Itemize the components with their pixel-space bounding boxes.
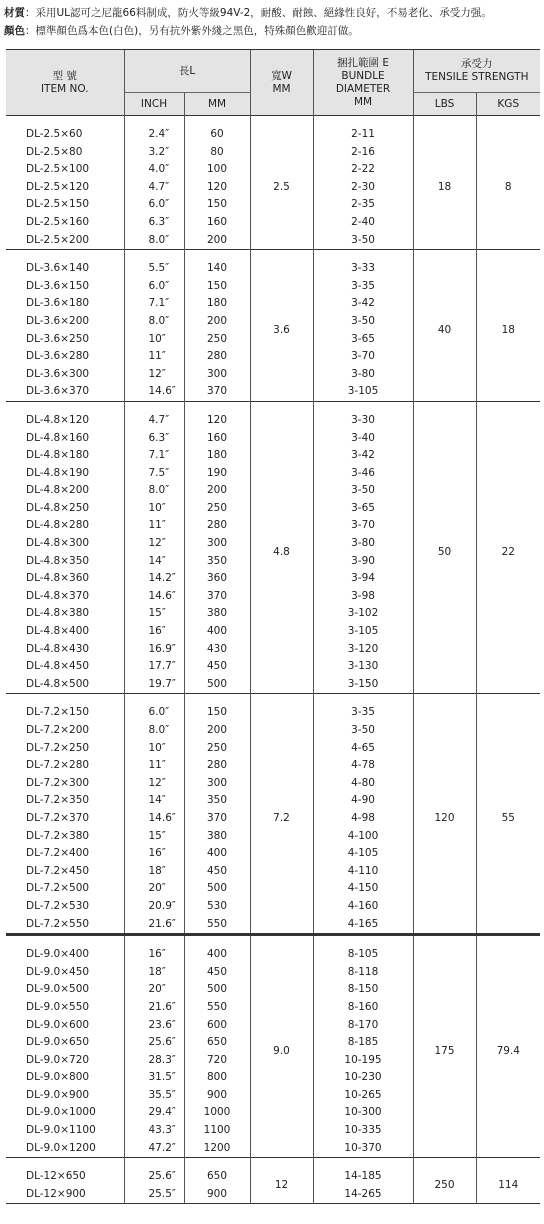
length-inch-cell: 11″ xyxy=(124,348,184,366)
length-mm-cell: 370 xyxy=(184,588,250,606)
length-mm-cell: 530 xyxy=(184,898,250,916)
length-mm-cell: 280 xyxy=(184,757,250,775)
group-separator xyxy=(6,1158,540,1169)
group-separator xyxy=(6,250,540,261)
length-inch-cell: 10″ xyxy=(124,740,184,758)
bundle-diameter-cell: 3-98 xyxy=(313,588,413,606)
bundle-diameter-cell: 3-105 xyxy=(313,623,413,641)
length-mm-cell: 180 xyxy=(184,295,250,313)
table-row xyxy=(6,704,540,722)
length-inch-cell: 16.9″ xyxy=(124,641,184,659)
bundle-diameter-cell: 3-130 xyxy=(313,658,413,676)
group-separator xyxy=(6,116,540,127)
bundle-diameter-cell: 4-98 xyxy=(313,810,413,828)
length-mm-cell: 370 xyxy=(184,810,250,828)
length-mm-cell: 200 xyxy=(184,482,250,500)
length-inch-cell: 25.6″ xyxy=(124,1034,184,1052)
item-no-cell: DL-7.2×380 xyxy=(26,829,90,842)
bundle-diameter-cell: 3-35 xyxy=(313,704,413,722)
item-no-cell: DL-4.8×160 xyxy=(26,431,90,444)
length-inch-cell: 7.5″ xyxy=(124,465,184,483)
length-inch-cell: 20.9″ xyxy=(124,898,184,916)
item-no-cell: DL-2.5×120 xyxy=(26,180,90,193)
length-mm-cell: 80 xyxy=(184,144,250,162)
length-mm-cell: 370 xyxy=(184,383,250,401)
bundle-diameter-cell: 2-22 xyxy=(313,161,413,179)
item-no-cell: DL-4.8×430 xyxy=(26,642,90,655)
width-cell: 3.6 xyxy=(250,260,313,401)
item-no-cell: DL-3.6×250 xyxy=(26,332,90,345)
length-mm-cell: 430 xyxy=(184,641,250,659)
item-no-cell: DL-9.0×1000 xyxy=(26,1106,96,1119)
header-length: 長L xyxy=(124,50,250,93)
intro-notes xyxy=(4,4,540,40)
item-no-cell: DL-9.0×650 xyxy=(26,1036,90,1049)
length-mm-cell: 550 xyxy=(184,916,250,935)
bundle-diameter-cell: 3-50 xyxy=(313,722,413,740)
length-inch-cell: 11″ xyxy=(124,517,184,535)
table-header xyxy=(6,50,540,116)
length-mm-cell: 380 xyxy=(184,828,250,846)
length-inch-cell: 4.7″ xyxy=(124,179,184,197)
length-mm-cell: 1200 xyxy=(184,1140,250,1158)
bundle-diameter-cell: 4-78 xyxy=(313,757,413,775)
tensile-lbs-cell: 18 xyxy=(413,126,476,250)
item-no-cell: DL-4.8×300 xyxy=(26,537,90,550)
length-inch-cell: 15″ xyxy=(124,828,184,846)
bundle-diameter-cell: 3-94 xyxy=(313,570,413,588)
item-no-cell: DL-3.6×280 xyxy=(26,350,90,363)
length-mm-cell: 360 xyxy=(184,570,250,588)
bundle-diameter-cell: 3-120 xyxy=(313,641,413,659)
length-mm-cell: 160 xyxy=(184,430,250,448)
tensile-kgs-cell: 55 xyxy=(476,704,540,934)
bundle-diameter-cell: 3-46 xyxy=(313,465,413,483)
length-mm-cell: 650 xyxy=(184,1168,250,1186)
bundle-diameter-cell: 8-170 xyxy=(313,1017,413,1035)
length-inch-cell: 8.0″ xyxy=(124,722,184,740)
item-no-cell: DL-9.0×1200 xyxy=(26,1141,96,1154)
bundle-diameter-cell: 4-90 xyxy=(313,792,413,810)
item-no-cell: DL-9.0×900 xyxy=(26,1088,90,1101)
item-no-cell: DL-3.6×180 xyxy=(26,297,90,310)
item-no-cell: DL-4.8×280 xyxy=(26,519,90,532)
group-separator xyxy=(6,694,540,705)
bundle-diameter-cell: 2-11 xyxy=(313,126,413,144)
bundle-diameter-cell: 3-80 xyxy=(313,535,413,553)
item-no-cell: DL-7.2×550 xyxy=(26,917,90,930)
length-mm-cell: 400 xyxy=(184,623,250,641)
item-no-cell: DL-3.6×370 xyxy=(26,385,90,398)
item-no-cell: DL-4.8×250 xyxy=(26,501,90,514)
bundle-diameter-cell: 8-105 xyxy=(313,946,413,964)
length-mm-cell: 650 xyxy=(184,1034,250,1052)
table-body xyxy=(6,116,540,1207)
length-inch-cell: 14.6″ xyxy=(124,588,184,606)
table-row xyxy=(6,412,540,430)
bundle-diameter-cell: 3-42 xyxy=(313,295,413,313)
length-inch-cell: 12″ xyxy=(124,775,184,793)
bundle-diameter-cell: 4-165 xyxy=(313,916,413,935)
length-inch-cell: 21.6″ xyxy=(124,916,184,935)
item-no-cell: DL-4.8×120 xyxy=(26,413,90,426)
item-no-cell: DL-7.2×350 xyxy=(26,794,90,807)
length-inch-cell: 20″ xyxy=(124,981,184,999)
bundle-diameter-cell: 8-118 xyxy=(313,964,413,982)
item-no-cell: DL-2.5×80 xyxy=(26,145,83,158)
length-inch-cell: 12″ xyxy=(124,535,184,553)
length-inch-cell: 18″ xyxy=(124,863,184,881)
item-no-cell: DL-2.5×160 xyxy=(26,215,90,228)
group-separator xyxy=(6,935,540,947)
length-inch-cell: 28.3″ xyxy=(124,1052,184,1070)
length-inch-cell: 8.0″ xyxy=(124,313,184,331)
bundle-diameter-cell: 3-150 xyxy=(313,676,413,694)
header-bundle-mm: MM xyxy=(353,95,373,108)
length-mm-cell: 280 xyxy=(184,517,250,535)
length-inch-cell: 6.0″ xyxy=(124,278,184,296)
item-no-cell: DL-7.2×200 xyxy=(26,724,90,736)
item-no-cell: DL-7.2×530 xyxy=(26,899,90,912)
tensile-kgs-cell: 114 xyxy=(476,1168,540,1204)
header-tensile xyxy=(413,50,540,93)
bundle-diameter-cell: 8-160 xyxy=(313,999,413,1017)
item-no-cell: DL-4.8×180 xyxy=(26,449,90,462)
length-inch-cell: 16″ xyxy=(124,845,184,863)
item-no-cell: DL-4.8×200 xyxy=(26,484,90,497)
bundle-diameter-cell: 10-335 xyxy=(313,1122,413,1140)
length-inch-cell: 31.5″ xyxy=(124,1069,184,1087)
tensile-lbs-cell: 50 xyxy=(413,412,476,694)
length-mm-cell: 1100 xyxy=(184,1122,250,1140)
item-no-cell: DL-3.6×140 xyxy=(26,262,90,275)
header-width xyxy=(250,50,313,116)
header-bundle-en2: DIAMETER xyxy=(335,82,391,95)
length-mm-cell: 250 xyxy=(184,740,250,758)
bundle-diameter-cell: 4-150 xyxy=(313,880,413,898)
length-inch-cell: 4.7″ xyxy=(124,412,184,430)
length-mm-cell: 180 xyxy=(184,447,250,465)
item-no-cell: DL-4.8×450 xyxy=(26,660,90,673)
item-no-cell: DL-4.8×350 xyxy=(26,554,90,567)
item-no-cell: DL-9.0×720 xyxy=(26,1053,90,1066)
length-inch-cell: 12″ xyxy=(124,366,184,384)
item-no-cell: DL-4.8×370 xyxy=(26,589,90,602)
item-no-cell: DL-7.2×370 xyxy=(26,811,90,824)
table-row xyxy=(6,126,540,144)
item-no-cell: DL-2.5×150 xyxy=(26,198,90,211)
length-inch-cell: 14.6″ xyxy=(124,810,184,828)
header-tensile-cn: 承受力 xyxy=(461,58,493,70)
bundle-diameter-cell: 3-80 xyxy=(313,366,413,384)
bundle-diameter-cell: 10-370 xyxy=(313,1140,413,1158)
item-no-cell: DL-7.2×450 xyxy=(26,864,90,877)
item-no-cell: DL-9.0×600 xyxy=(26,1018,90,1031)
bundle-diameter-cell: 3-35 xyxy=(313,278,413,296)
header-width-cn: 寬W xyxy=(271,69,292,82)
length-inch-cell: 25.5″ xyxy=(124,1186,184,1204)
table-row xyxy=(6,1168,540,1186)
item-no-cell: DL-2.5×100 xyxy=(26,163,90,176)
item-no-cell: DL-9.0×400 xyxy=(26,948,90,961)
table-bottom-rule xyxy=(6,1204,540,1207)
bundle-diameter-cell: 14-265 xyxy=(313,1186,413,1204)
bundle-diameter-cell: 4-100 xyxy=(313,828,413,846)
length-mm-cell: 150 xyxy=(184,278,250,296)
length-inch-cell: 21.6″ xyxy=(124,999,184,1017)
group-separator xyxy=(6,401,540,412)
length-mm-cell: 120 xyxy=(184,412,250,430)
length-inch-cell: 8.0″ xyxy=(124,232,184,250)
length-mm-cell: 380 xyxy=(184,605,250,623)
length-inch-cell: 20″ xyxy=(124,880,184,898)
length-inch-cell: 17.7″ xyxy=(124,658,184,676)
length-mm-cell: 120 xyxy=(184,179,250,197)
length-mm-cell: 500 xyxy=(184,676,250,694)
item-no-cell: DL-7.2×150 xyxy=(26,706,90,719)
table-row xyxy=(6,260,540,278)
length-inch-cell: 15″ xyxy=(124,605,184,623)
bundle-diameter-cell: 14-185 xyxy=(313,1168,413,1186)
bundle-diameter-cell: 4-110 xyxy=(313,863,413,881)
length-mm-cell: 150 xyxy=(184,196,250,214)
length-mm-cell: 450 xyxy=(184,863,250,881)
item-no-cell: DL-2.5×200 xyxy=(26,233,90,246)
length-inch-cell: 14.6″ xyxy=(124,383,184,401)
length-inch-cell: 8.0″ xyxy=(124,482,184,500)
bundle-diameter-cell: 4-80 xyxy=(313,775,413,793)
length-mm-cell: 300 xyxy=(184,535,250,553)
length-mm-cell: 450 xyxy=(184,964,250,982)
length-mm-cell: 200 xyxy=(184,313,250,331)
length-inch-cell: 16″ xyxy=(124,946,184,964)
bundle-diameter-cell: 4-65 xyxy=(313,740,413,758)
bundle-diameter-cell: 8-185 xyxy=(313,1034,413,1052)
length-inch-cell: 43.3″ xyxy=(124,1122,184,1140)
header-inch: INCH xyxy=(124,93,184,116)
bundle-diameter-cell: 10-230 xyxy=(313,1069,413,1087)
tensile-kgs-cell: 18 xyxy=(476,260,540,401)
bundle-diameter-cell: 3-105 xyxy=(313,383,413,401)
length-inch-cell: 35.5″ xyxy=(124,1087,184,1105)
tensile-lbs-cell: 120 xyxy=(413,704,476,934)
bundle-diameter-cell: 3-70 xyxy=(313,348,413,366)
item-no-cell: DL-12×650 xyxy=(26,1170,86,1183)
bundle-diameter-cell: 10-195 xyxy=(313,1052,413,1070)
bundle-diameter-cell: 3-50 xyxy=(313,313,413,331)
item-no-cell: DL-7.2×300 xyxy=(26,776,90,789)
item-no-cell: DL-7.2×250 xyxy=(26,741,90,754)
item-no-cell: DL-9.0×450 xyxy=(26,965,90,978)
length-inch-cell: 11″ xyxy=(124,757,184,775)
color-line xyxy=(4,22,540,40)
item-no-cell: DL-9.0×550 xyxy=(26,1000,90,1013)
material-label: 材質 xyxy=(4,7,25,19)
bundle-diameter-cell: 2-35 xyxy=(313,196,413,214)
length-mm-cell: 100 xyxy=(184,161,250,179)
bundle-diameter-cell: 3-65 xyxy=(313,331,413,349)
length-inch-cell: 6.3″ xyxy=(124,214,184,232)
item-no-cell: DL-9.0×500 xyxy=(26,983,90,996)
bundle-diameter-cell: 4-160 xyxy=(313,898,413,916)
length-mm-cell: 280 xyxy=(184,348,250,366)
length-mm-cell: 200 xyxy=(184,722,250,740)
tensile-kgs-cell: 22 xyxy=(476,412,540,694)
length-inch-cell: 14″ xyxy=(124,553,184,571)
material-text: ：采用UL認可之尼龍66料制成，防火等級94V-2，耐酸、耐蝕、絕緣性良好，不易老化、承受力强。 xyxy=(25,7,492,19)
table-row xyxy=(6,946,540,964)
header-mm: MM xyxy=(184,93,250,116)
length-mm-cell: 1000 xyxy=(184,1104,250,1122)
length-inch-cell: 14.2″ xyxy=(124,570,184,588)
header-width-mm: MM xyxy=(272,82,291,95)
spec-table xyxy=(6,49,540,1206)
item-no-cell: DL-4.8×360 xyxy=(26,572,90,585)
length-mm-cell: 140 xyxy=(184,260,250,278)
length-mm-cell: 900 xyxy=(184,1087,250,1105)
length-inch-cell: 4.0″ xyxy=(124,161,184,179)
item-no-cell: DL-3.6×200 xyxy=(26,314,90,327)
item-no-cell: DL-7.2×400 xyxy=(26,847,90,860)
item-no-cell: DL-4.8×380 xyxy=(26,607,90,620)
item-no-cell: DL-4.8×500 xyxy=(26,677,90,690)
length-inch-cell: 7.1″ xyxy=(124,295,184,313)
bundle-diameter-cell: 3-90 xyxy=(313,553,413,571)
length-inch-cell: 10″ xyxy=(124,331,184,349)
bundle-diameter-cell: 3-102 xyxy=(313,605,413,623)
bundle-diameter-cell: 8-150 xyxy=(313,981,413,999)
width-cell: 12 xyxy=(250,1168,313,1204)
item-no-cell: DL-4.8×400 xyxy=(26,625,90,638)
bundle-diameter-cell: 3-30 xyxy=(313,412,413,430)
bundle-diameter-cell: 2-30 xyxy=(313,179,413,197)
length-mm-cell: 200 xyxy=(184,232,250,250)
color-label: 顏色 xyxy=(4,25,25,37)
header-bundle-en1: BUNDLE xyxy=(341,69,385,82)
length-mm-cell: 450 xyxy=(184,658,250,676)
tensile-lbs-cell: 250 xyxy=(413,1168,476,1204)
header-tensile-en: TENSILE STRENGTH xyxy=(425,71,529,83)
length-inch-cell: 3.2″ xyxy=(124,144,184,162)
length-mm-cell: 300 xyxy=(184,366,250,384)
header-lbs: LBS xyxy=(413,93,476,116)
length-inch-cell: 14″ xyxy=(124,792,184,810)
length-mm-cell: 900 xyxy=(184,1186,250,1204)
item-no-cell: DL-9.0×800 xyxy=(26,1071,90,1084)
length-mm-cell: 500 xyxy=(184,981,250,999)
bundle-diameter-cell: 2-40 xyxy=(313,214,413,232)
bundle-diameter-cell: 10-265 xyxy=(313,1087,413,1105)
width-cell: 2.5 xyxy=(250,126,313,250)
length-mm-cell: 250 xyxy=(184,331,250,349)
item-no-cell: DL-2.5×60 xyxy=(26,128,83,140)
item-no-cell: DL-12×900 xyxy=(26,1187,86,1200)
tensile-kgs-cell: 79.4 xyxy=(476,946,540,1158)
length-mm-cell: 600 xyxy=(184,1017,250,1035)
bundle-diameter-cell: 3-50 xyxy=(313,482,413,500)
bundle-diameter-cell: 3-50 xyxy=(313,232,413,250)
length-inch-cell: 6.3″ xyxy=(124,430,184,448)
length-mm-cell: 400 xyxy=(184,845,250,863)
tensile-kgs-cell: 8 xyxy=(476,126,540,250)
width-cell: 9.0 xyxy=(250,946,313,1158)
bundle-diameter-cell: 3-42 xyxy=(313,447,413,465)
bundle-diameter-cell: 2-16 xyxy=(313,144,413,162)
bundle-diameter-cell: 3-65 xyxy=(313,500,413,518)
length-mm-cell: 350 xyxy=(184,792,250,810)
length-inch-cell: 25.6″ xyxy=(124,1168,184,1186)
tensile-lbs-cell: 40 xyxy=(413,260,476,401)
length-mm-cell: 60 xyxy=(184,126,250,144)
length-inch-cell: 10″ xyxy=(124,500,184,518)
length-inch-cell: 7.1″ xyxy=(124,447,184,465)
item-no-cell: DL-7.2×280 xyxy=(26,759,90,772)
item-no-cell: DL-9.0×1100 xyxy=(26,1124,96,1137)
item-no-cell: DL-4.8×190 xyxy=(26,466,90,479)
material-line xyxy=(4,4,540,22)
length-inch-cell: 47.2″ xyxy=(124,1140,184,1158)
length-inch-cell: 5.5″ xyxy=(124,260,184,278)
length-inch-cell: 29.4″ xyxy=(124,1104,184,1122)
header-bundle xyxy=(313,50,413,116)
length-mm-cell: 250 xyxy=(184,500,250,518)
length-mm-cell: 500 xyxy=(184,880,250,898)
header-item-no xyxy=(6,50,124,116)
length-mm-cell: 300 xyxy=(184,775,250,793)
length-mm-cell: 550 xyxy=(184,999,250,1017)
length-mm-cell: 160 xyxy=(184,214,250,232)
width-cell: 4.8 xyxy=(250,412,313,694)
header-kgs: KGS xyxy=(476,93,540,116)
length-inch-cell: 18″ xyxy=(124,964,184,982)
length-mm-cell: 800 xyxy=(184,1069,250,1087)
length-inch-cell: 16″ xyxy=(124,623,184,641)
length-mm-cell: 400 xyxy=(184,946,250,964)
length-mm-cell: 150 xyxy=(184,704,250,722)
item-no-cell: DL-3.6×150 xyxy=(26,279,90,292)
bundle-diameter-cell: 10-300 xyxy=(313,1104,413,1122)
bundle-diameter-cell: 3-70 xyxy=(313,517,413,535)
width-cell: 7.2 xyxy=(250,704,313,934)
length-inch-cell: 6.0″ xyxy=(124,704,184,722)
length-inch-cell: 19.7″ xyxy=(124,676,184,694)
bundle-diameter-cell: 3-33 xyxy=(313,260,413,278)
color-text: ：標準顏色爲本色(白色)，另有抗外紫外綫之黑色，特殊顏色歡迎訂做。 xyxy=(25,25,359,37)
tensile-lbs-cell: 175 xyxy=(413,946,476,1158)
bundle-diameter-cell: 3-40 xyxy=(313,430,413,448)
length-mm-cell: 720 xyxy=(184,1052,250,1070)
item-no-cell: DL-3.6×300 xyxy=(26,367,90,380)
item-no-cell: DL-7.2×500 xyxy=(26,882,90,895)
length-mm-cell: 350 xyxy=(184,553,250,571)
header-item-cn: 型 號 xyxy=(52,69,77,82)
bundle-diameter-cell: 4-105 xyxy=(313,845,413,863)
length-inch-cell: 2.4″ xyxy=(124,126,184,144)
length-inch-cell: 6.0″ xyxy=(124,196,184,214)
length-mm-cell: 190 xyxy=(184,465,250,483)
header-item-en: ITEM NO. xyxy=(40,82,89,95)
length-inch-cell: 23.6″ xyxy=(124,1017,184,1035)
header-bundle-cn: 捆扎範圍 E xyxy=(337,56,389,69)
